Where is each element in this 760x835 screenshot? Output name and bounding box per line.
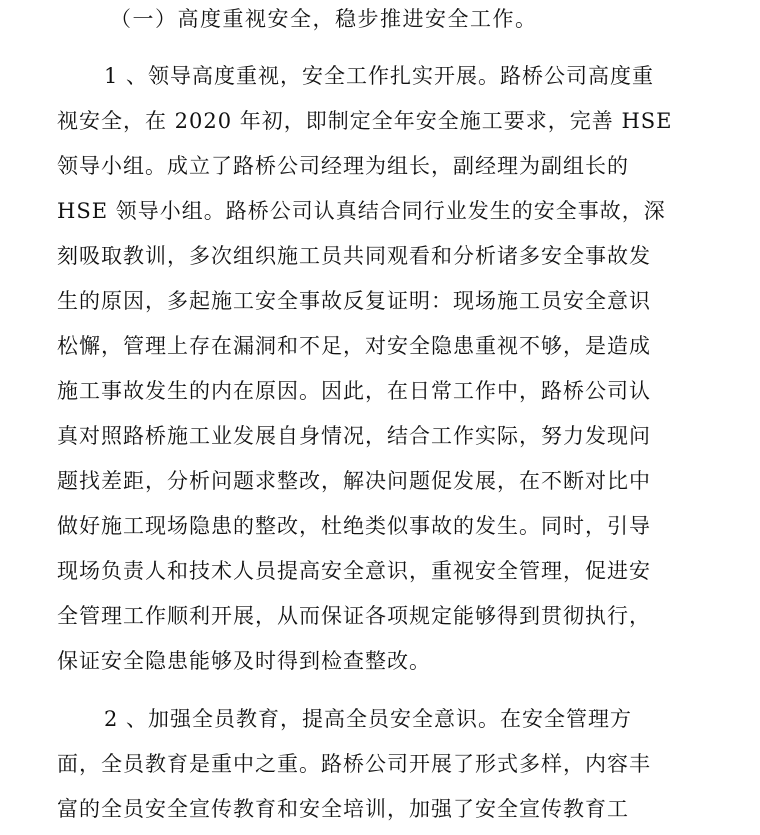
- paragraph-1-line-2: 视安全，在 2020 年初，即制定全年安全施工要求，完善 HSE: [57, 109, 673, 133]
- paragraph-1-line-6: 生的原因，多起施工安全事故反复证明：现场施工员安全意识: [57, 289, 651, 313]
- section-heading: （一）高度重视安全，稳步推进安全工作。: [110, 7, 538, 31]
- paragraph-1-line-9: 真对照路桥施工业发展自身情况，结合工作实际，努力发现问: [57, 424, 651, 448]
- paragraph-1-line-12: 现场负责人和技术人员提高安全意识，重视安全管理，促进安: [57, 559, 651, 583]
- paragraph-1-line-4: HSE 领导小组。路桥公司认真结合同行业发生的安全事故，深: [57, 199, 666, 223]
- paragraph-2-line-3: 富的全员安全宣传教育和安全培训，加强了安全宣传教育工: [57, 797, 629, 821]
- paragraph-1-line-14: 保证安全隐患能够及时得到检查整改。: [57, 649, 431, 673]
- paragraph-1-line-8: 施工事故发生的内在原因。因此，在日常工作中，路桥公司认: [57, 379, 651, 403]
- paragraph-1-line-1: 1 、领导高度重视，安全工作扎实开展。路桥公司高度重: [104, 64, 655, 88]
- paragraph-1-line-11: 做好施工现场隐患的整改，杜绝类似事故的发生。同时，引导: [57, 514, 651, 538]
- paragraph-1-line-13: 全管理工作顺利开展，从而保证各项规定能够得到贯彻执行，: [57, 604, 651, 628]
- paragraph-1-line-7: 松懈，管理上存在漏洞和不足，对安全隐患重视不够，是造成: [57, 334, 651, 358]
- paragraph-1-line-5: 刻吸取教训，多次组织施工员共同观看和分析诸多安全事故发: [57, 244, 651, 268]
- paragraph-2-line-2: 面，全员教育是重中之重。路桥公司开展了形式多样，内容丰: [57, 752, 651, 776]
- paragraph-1-line-3: 领导小组。成立了路桥公司经理为组长，副经理为副组长的: [57, 154, 629, 178]
- paragraph-2-line-1: 2 、加强全员教育，提高全员安全意识。在安全管理方: [104, 707, 633, 731]
- paragraph-1-line-10: 题找差距，分析问题求整改，解决问题促发展，在不断对比中: [57, 469, 651, 493]
